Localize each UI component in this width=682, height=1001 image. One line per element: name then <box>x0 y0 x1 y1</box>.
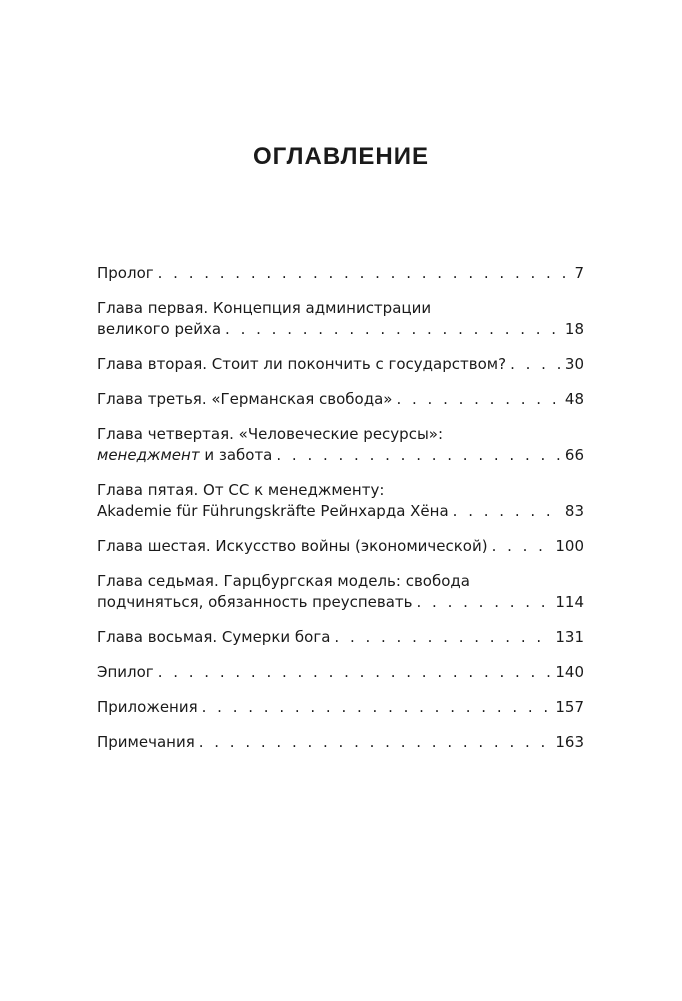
toc-page-number: 66 <box>564 446 584 464</box>
toc-page-number: 18 <box>564 320 584 338</box>
toc-entry-title: Глава третья. «Германская свобода» <box>97 390 393 408</box>
toc-entry-chapter-2[interactable] <box>97 354 584 375</box>
toc-entry-chapter-6[interactable] <box>97 536 584 557</box>
toc-page-number: 7 <box>574 264 584 282</box>
toc-page-number: 100 <box>555 537 584 555</box>
toc-entry-title: Глава седьмая. Гарцбургская модель: свобода <box>97 572 470 590</box>
toc-entry-notes[interactable] <box>97 732 584 753</box>
toc-page-number: 157 <box>555 698 584 716</box>
toc-page-number: 140 <box>555 663 584 681</box>
toc-entry-title: Приложения <box>97 698 198 716</box>
toc-entry-epilogue[interactable] <box>97 662 584 683</box>
dot-leader <box>334 627 551 648</box>
toc-entry-chapter-7[interactable] <box>97 571 584 613</box>
dot-leader <box>199 732 552 753</box>
page-title: ОГЛАВЛЕНИЕ <box>252 143 430 170</box>
toc-entry-title: Глава четвертая. «Человеческие ресурсы»: <box>97 425 444 443</box>
toc-entry-title: Глава восьмая. Сумерки бога <box>97 628 331 646</box>
toc-entry-title: Глава пятая. От СС к менеджменту: <box>97 481 385 499</box>
toc-entry-chapter-4[interactable] <box>97 424 584 466</box>
dot-leader <box>492 536 552 557</box>
toc-entry-title: Глава вторая. Стоит ли покончить с государством? <box>97 355 507 373</box>
toc-entry-chapter-5[interactable] <box>97 480 584 522</box>
toc-page-number: 48 <box>564 390 584 408</box>
toc-entry-chapter-3[interactable] <box>97 389 584 410</box>
toc-entry-title: Глава шестая. Искусство войны (экономической) <box>97 537 488 555</box>
toc-page-number: 30 <box>564 355 584 373</box>
dot-leader <box>202 697 552 718</box>
toc-entry-title-cont <box>97 445 272 466</box>
dot-leader <box>510 354 561 375</box>
toc-page-number: 131 <box>555 628 584 646</box>
toc-entry-title: Пролог <box>97 264 154 282</box>
toc-entry-title: Глава первая. Концепция администрации <box>97 299 432 317</box>
toc-entry-title: Эпилог <box>97 663 154 681</box>
toc-page-number: 114 <box>555 593 584 611</box>
dot-leader <box>158 263 571 284</box>
toc-entry-appendices[interactable] <box>97 697 584 718</box>
toc-entry-prologue[interactable] <box>97 263 584 284</box>
toc-entry-title-cont: великого рейха <box>97 320 222 338</box>
dot-leader <box>453 501 561 522</box>
toc-page-number: 163 <box>555 733 584 751</box>
table-of-contents <box>97 263 584 753</box>
toc-entry-chapter-8[interactable] <box>97 627 584 648</box>
toc-entry-title: Примечания <box>97 733 195 751</box>
toc-entry-title-rest: и забота <box>199 446 273 464</box>
toc-entry-chapter-1[interactable] <box>97 298 584 340</box>
dot-leader <box>158 662 552 683</box>
dot-leader <box>225 319 561 340</box>
dot-leader <box>396 389 560 410</box>
dot-leader <box>417 592 552 613</box>
dot-leader <box>276 445 561 466</box>
italic-term: менеджмент <box>97 446 200 464</box>
toc-entry-title-cont: Akademie für Führungskräfte Рейнхарда Хёна <box>97 502 449 520</box>
toc-entry-title-cont: подчиняться, обязанность преуспевать <box>97 593 413 611</box>
toc-page-number: 83 <box>564 502 584 520</box>
